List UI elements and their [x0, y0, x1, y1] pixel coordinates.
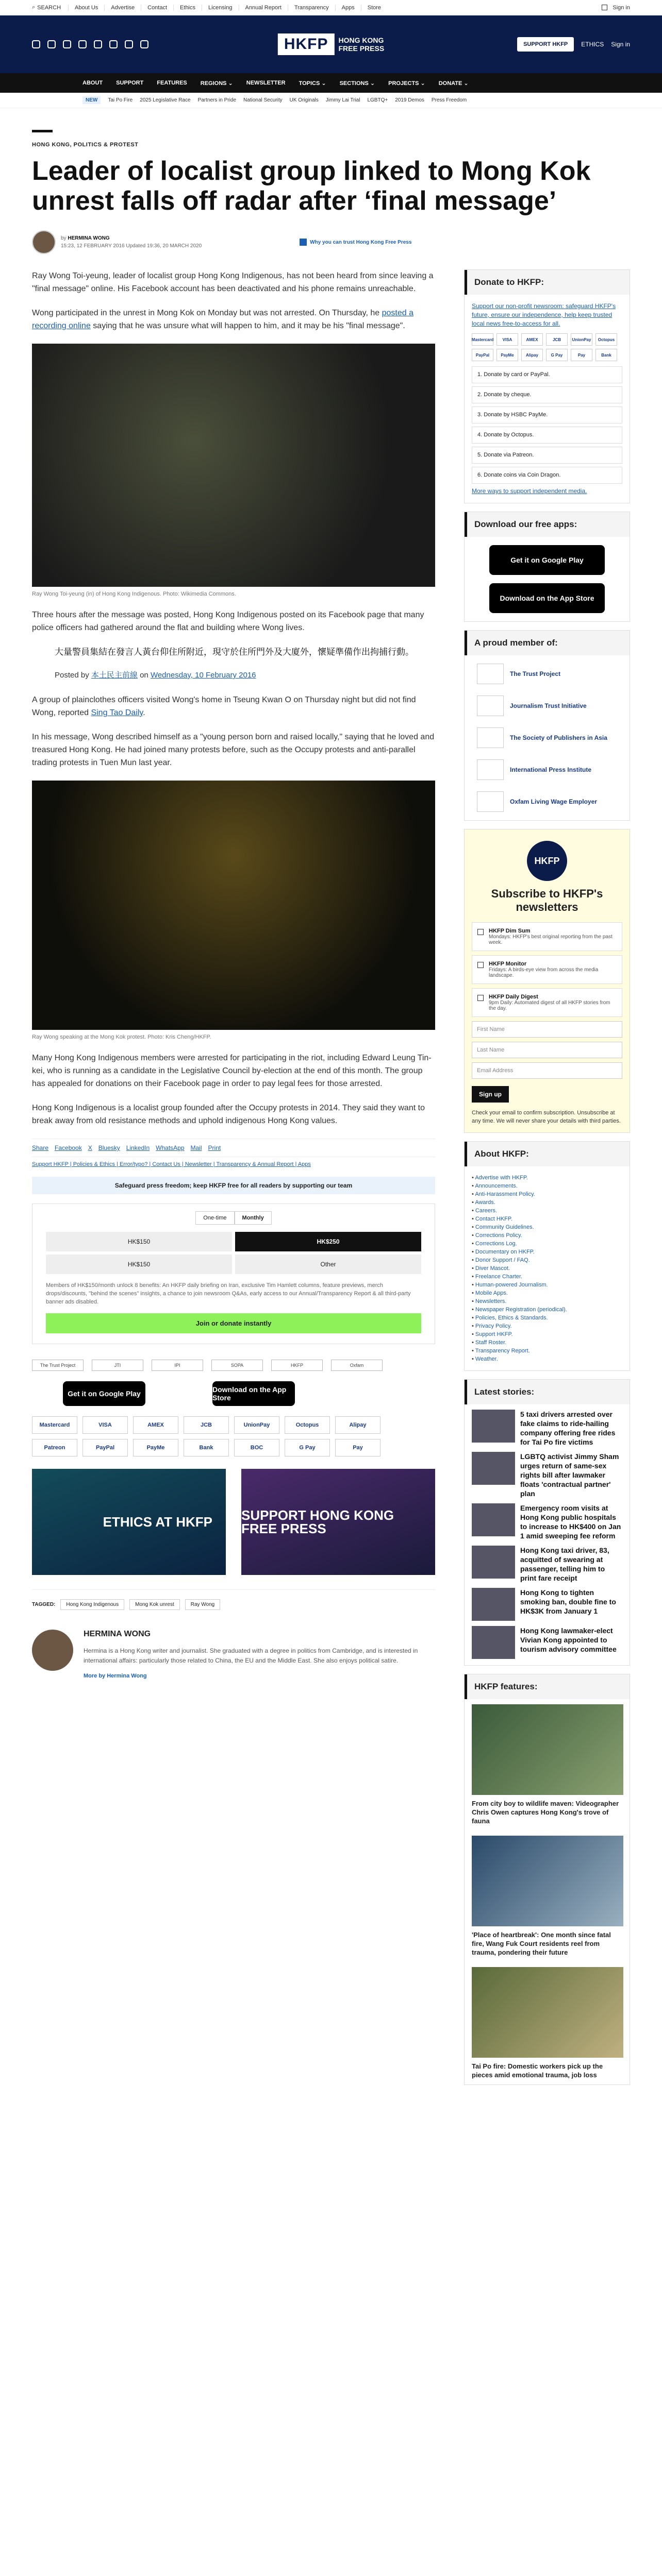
posted-by-link[interactable]: 本土民主前線: [91, 671, 138, 680]
newsletter-option-text: [489, 994, 617, 1011]
signup-button[interactable]: Sign up: [472, 1086, 509, 1103]
features-panel: [464, 1674, 630, 2085]
utility-link[interactable]: Contact: [141, 5, 173, 11]
search-label: SEARCH: [37, 4, 61, 11]
members-panel-title: A proud member of:: [465, 631, 630, 655]
latest-story[interactable]: [465, 1540, 630, 1583]
about-link[interactable]: • Documentary on HKFP.: [472, 1248, 622, 1256]
latest-story[interactable]: [465, 1583, 630, 1621]
tag-link[interactable]: Ray Wong: [185, 1599, 221, 1610]
payment-logo[interactable]: G Pay: [285, 1439, 330, 1456]
utility-link[interactable]: Licensing: [202, 5, 238, 11]
social-icons: [32, 40, 148, 48]
support-hkfp-button[interactable]: SUPPORT HKFP: [517, 37, 574, 52]
topic-link[interactable]: Jimmy Lai Trial: [325, 97, 360, 103]
posted-date-link[interactable]: Wednesday, 10 February 2016: [150, 671, 256, 680]
rss-icon[interactable]: [140, 40, 148, 48]
story-thumbnail: [472, 1452, 515, 1485]
story-thumbnail: [472, 1588, 515, 1621]
theme-toggle-icon[interactable]: [602, 5, 607, 10]
recording-link[interactable]: posted a recording online: [32, 309, 413, 330]
partner-logo[interactable]: The Trust Project: [32, 1360, 84, 1371]
payment-logo[interactable]: Pay: [335, 1439, 380, 1456]
author-box: [32, 1630, 435, 1679]
posted-on-label: on: [137, 671, 151, 680]
article-body: [32, 269, 435, 2093]
bluesky-icon[interactable]: [94, 40, 102, 48]
google-play-badge[interactable]: Get it on Google Play: [489, 545, 605, 575]
card-logos: [472, 333, 622, 361]
checkbox[interactable]: [477, 995, 484, 1001]
story-title: Hong Kong lawmaker-elect Vivian Kong appointed to tourism advisory committee: [520, 1626, 617, 1653]
amount-option[interactable]: HK$150: [46, 1232, 232, 1251]
about-link[interactable]: • Careers.: [472, 1207, 622, 1215]
support-links-text[interactable]: Support HKFP | Policies & Ethics | Error/typo? | Contact Us | Newsletter | Transparency & Annual Report | Apps: [32, 1161, 311, 1167]
google-play-badge[interactable]: Get it on Google Play: [63, 1381, 145, 1406]
share-print[interactable]: Print: [208, 1144, 221, 1151]
donate-panel: [464, 269, 630, 503]
join-donate-button[interactable]: Join or donate instantly: [46, 1313, 421, 1333]
content-columns: [32, 269, 630, 2093]
newsletter-option-text: [489, 961, 617, 978]
card-logo: Mastercard: [472, 333, 493, 346]
about-link[interactable]: • Anti-Harassment Policy.: [472, 1190, 622, 1198]
app-store-badge[interactable]: Download on the App Store: [212, 1381, 295, 1406]
latest-story[interactable]: [465, 1621, 630, 1665]
latest-panel-title: Latest stories:: [465, 1380, 630, 1404]
signin-link[interactable]: Sign in: [611, 41, 630, 48]
membership-benefits: Members of HK$150/month unlock 8 benefits: An HKFP daily briefing on Iran, exclusive Tim Hamlett columns, feature previews, merch drops/discounts, "behind the scenes" insights, a chance to join newsroom Q&As, early access to our Annual/Transparency Report & all third-party banner ads disabled.: [46, 1282, 411, 1305]
newsletter-option-text: [489, 928, 617, 945]
donation-method[interactable]: 3. Donate by HSBC PayMe.: [472, 406, 622, 423]
card-logo: PayMe: [496, 349, 518, 361]
more-ways-link[interactable]: More ways to support independent media.: [472, 487, 587, 495]
donate-widget: [32, 1204, 435, 1344]
newsletter-desc: Mondays: HKFP's best original reporting from the past week.: [489, 934, 613, 945]
tags-label: TAGGED:: [32, 1602, 56, 1607]
byline-meta: [61, 234, 202, 250]
photo-caption: Ray Wong Toi-yeung (in) of Hong Kong Indigenous. Photo: Wikimedia Commons.: [32, 591, 236, 597]
tag-link[interactable]: Hong Kong Indigenous: [60, 1599, 124, 1610]
nav-item-donate[interactable]: DONATE ⌄: [438, 80, 469, 87]
youtube-icon[interactable]: [125, 40, 133, 48]
utility-link[interactable]: Advertise: [104, 5, 141, 11]
partner-logo[interactable]: HKFP: [271, 1360, 323, 1371]
payment-logo[interactable]: UnionPay: [234, 1416, 279, 1434]
share-linkedin[interactable]: LinkedIn: [126, 1144, 150, 1151]
instagram-icon[interactable]: [63, 40, 71, 48]
support-links: [32, 1161, 435, 1167]
article-photo: [32, 781, 435, 1030]
feature-image: [472, 1836, 623, 1926]
member-org[interactable]: [477, 696, 617, 716]
member-org-name: International Press Institute: [510, 766, 592, 773]
author-info: [84, 1630, 435, 1679]
share-x[interactable]: X: [88, 1144, 92, 1151]
sopa-logo: [477, 727, 504, 748]
article-photo: [32, 344, 435, 587]
nav-item-newsletter[interactable]: NEWSLETTER: [246, 80, 286, 86]
member-org[interactable]: [477, 759, 617, 780]
card-logo: G Pay: [546, 349, 568, 361]
partner-logo[interactable]: Oxfam: [331, 1360, 383, 1371]
paragraph-text: .: [143, 708, 145, 717]
support-banner[interactable]: SUPPORT HONG KONG FREE PRESS: [241, 1469, 435, 1575]
features-panel-title: HKFP features:: [465, 1674, 630, 1699]
about-link[interactable]: • Policies, Ethics & Standards.: [472, 1314, 622, 1322]
topic-link[interactable]: Partners in Pride: [197, 97, 237, 103]
article-title: Leader of localist group linked to Mong Kok unrest falls off radar after ‘final message’: [32, 156, 591, 216]
donation-method[interactable]: 2. Donate by cheque.: [472, 386, 622, 403]
brand-actions: [517, 37, 630, 52]
newsletter-name: HKFP Dim Sum: [489, 928, 531, 934]
search-button[interactable]: [32, 4, 61, 11]
utility-link[interactable]: Ethics: [173, 5, 202, 11]
tag-link[interactable]: Mong Kok unrest: [129, 1599, 180, 1610]
paragraph: Many Hong Kong Indigenous members were arrested for participating in the riot, including Edward Leung Tin-kei, who is running as a candidate in the Legislative Council by-election at the end of this month. The group has appealed for donations on their Facebook page in order to pay legal fees for those arrested.: [32, 1054, 432, 1088]
about-link[interactable]: • Newspaper Registration (periodical).: [472, 1306, 622, 1314]
nav-item-projects[interactable]: PROJECTS ⌄: [388, 80, 425, 87]
donation-method[interactable]: 4. Donate by Octopus.: [472, 427, 622, 444]
feature-story[interactable]: [465, 1962, 630, 2084]
story-title: 5 taxi drivers arrested over fake claims to ride-hailing company offering free rides for Tai Po fire victims: [520, 1410, 616, 1446]
about-link[interactable]: • Transparency Report.: [472, 1347, 622, 1355]
newsletter-note: Check your email to confirm subscription. Unsubscribe at any time. We will never share your details with third parties.: [472, 1110, 621, 1124]
card-logo: JCB: [546, 333, 568, 346]
nav-item-sections[interactable]: SECTIONS ⌄: [339, 80, 375, 87]
first-name-field[interactable]: First Name: [472, 1021, 622, 1038]
utility-link[interactable]: About Us: [68, 5, 104, 11]
latest-story[interactable]: [465, 1447, 630, 1498]
nav-item-support[interactable]: SUPPORT: [116, 80, 144, 86]
donation-amounts: [46, 1232, 421, 1274]
topic-link[interactable]: Press Freedom: [431, 97, 467, 103]
utility-link[interactable]: Annual Report: [239, 5, 288, 11]
share-bluesky[interactable]: Bluesky: [98, 1144, 120, 1151]
share-mail[interactable]: Mail: [190, 1144, 202, 1151]
donation-methods: [472, 366, 622, 484]
apps-panel: [464, 512, 630, 622]
about-link[interactable]: • Privacy Policy.: [472, 1322, 622, 1330]
utility-link[interactable]: Transparency: [288, 5, 335, 11]
payment-logo[interactable]: PayPal: [82, 1439, 128, 1456]
nav-item-about[interactable]: ABOUT: [82, 80, 103, 86]
paragraph: In his message, Wong described himself as a "young person born and raised locally," saying that he loved and treasured Hong Kong. He had joined many protests before, such as the Occupy protests and anti-parallel trading protests in Tuen Mun last year.: [32, 733, 435, 767]
newsletter-desc: Fridays: A birds-eye view from across the media landscape.: [489, 967, 599, 978]
member-list: [465, 655, 630, 820]
latest-story[interactable]: [465, 1498, 630, 1540]
singtao-link[interactable]: Sing Tao Daily: [91, 708, 143, 717]
about-link[interactable]: • Staff Roster.: [472, 1338, 622, 1347]
story-thumbnail: [472, 1546, 515, 1579]
story-title: Emergency room visits at Hong Kong public hospitals to increase to HK$400 on Jan 1 amid sweeping fee reform: [520, 1504, 621, 1540]
newsletter-name: HKFP Daily Digest: [489, 994, 538, 1000]
partner-logo[interactable]: SOPA: [211, 1360, 263, 1371]
ethics-link[interactable]: ETHICS: [581, 41, 604, 48]
topic-link[interactable]: National Security: [243, 97, 283, 103]
about-link[interactable]: • Newsletters.: [472, 1297, 622, 1306]
about-link[interactable]: • Human-powered Journalism.: [472, 1281, 622, 1289]
threads-icon[interactable]: [78, 40, 87, 48]
article-dates: 15:23, 12 FEBRUARY 2016 Updated 19:36, 20 MARCH 2020: [61, 243, 202, 249]
author-photo[interactable]: [32, 1630, 73, 1671]
logo-line-1: HONG KONG: [338, 36, 384, 44]
main-nav: [0, 73, 662, 93]
app-store-badge[interactable]: Download on the App Store: [489, 583, 605, 613]
email-field[interactable]: Email Address: [472, 1062, 622, 1079]
logo-mark: HKFP: [278, 33, 335, 55]
paragraph: Ray Wong Toi-yeung, leader of localist group Hong Kong Indigenous, has not been heard from since leaving a "final message" online. His Facebook account has been deactivated and his phone remains unreachable.: [32, 272, 434, 293]
paragraph: Hong Kong Indigenous is a localist group founded after the Occupy protests in 2014. They said they want to break away from old resistance methods and uphold indigenous Hong Kong values.: [32, 1104, 425, 1125]
sidebar: [464, 269, 630, 2093]
topic-link[interactable]: 2019 Demos: [395, 97, 424, 103]
card-logo: PayPal: [472, 349, 493, 361]
x-icon[interactable]: [47, 40, 56, 48]
search-icon: ⌕: [32, 4, 36, 10]
utility-links: [68, 5, 387, 11]
topic-link[interactable]: 2025 Legislative Race: [140, 97, 191, 103]
paragraph-text: saying that he was unsure what will happen to him, and it may be his "final message".: [90, 321, 405, 330]
latest-panel: [464, 1379, 630, 1666]
payment-logo[interactable]: Bank: [184, 1439, 229, 1456]
member-org[interactable]: [477, 727, 617, 748]
donation-method[interactable]: 1. Donate by card or PayPal.: [472, 366, 622, 383]
ethics-banner[interactable]: ETHICS AT HKFP: [32, 1469, 226, 1575]
paragraph: [32, 307, 435, 332]
newsletter-name: HKFP Monitor: [489, 961, 527, 967]
feature-title: 'Place of heartbreak': One month since fatal fire, Wang Fuk Court residents reel from trauma, pondering their future: [472, 1931, 611, 1956]
share-whatsapp[interactable]: WhatsApp: [156, 1144, 185, 1151]
embedded-post-meta: [55, 669, 435, 680]
member-org[interactable]: [477, 791, 617, 812]
about-link[interactable]: • Weather.: [472, 1355, 622, 1363]
share-facebook[interactable]: Facebook: [55, 1144, 82, 1151]
by-label: by: [61, 235, 67, 241]
trust-link-label: Why you can trust Hong Kong Free Press: [310, 239, 412, 245]
member-org-name: Oxfam Living Wage Employer: [510, 798, 597, 805]
linkedin-icon[interactable]: [109, 40, 118, 48]
payment-logo[interactable]: VISA: [82, 1416, 128, 1434]
newsletter-option[interactable]: [472, 955, 622, 984]
card-logo: Pay: [571, 349, 592, 361]
ipi-logo: [477, 759, 504, 780]
partner-logo[interactable]: IPI: [152, 1360, 203, 1371]
paragraph-text: Wong participated in the unrest in Mong Kok on Monday but was not arrested. On Thursday, he: [32, 309, 382, 317]
apps-panel-title: Download our free apps:: [465, 512, 630, 537]
amount-option-selected[interactable]: HK$250: [235, 1232, 421, 1251]
apps-panel-badges: [465, 537, 630, 621]
utility-right: [602, 5, 630, 11]
feature-image: [472, 1704, 623, 1795]
about-panel-title: About HKFP:: [465, 1142, 630, 1166]
payment-logo[interactable]: JCB: [184, 1416, 229, 1434]
posted-by-label: Posted by: [55, 671, 91, 680]
story-title: LGBTQ activist Jimmy Sham urges return of same-sex rights bill after lawmaker floats 'contractual partner' plan: [520, 1452, 619, 1498]
card-logo: Bank: [595, 349, 617, 361]
site-logo[interactable]: [278, 33, 384, 55]
trust-project-logo: [477, 664, 504, 684]
paragraph: [32, 693, 435, 719]
feature-story[interactable]: [465, 1699, 630, 1831]
newsletter-desc: 9pm Daily: Automated digest of all HKFP stories from the day.: [489, 1000, 610, 1011]
member-org-name: The Trust Project: [510, 670, 561, 677]
about-link[interactable]: • Donor Support / FAQ.: [472, 1256, 622, 1264]
newsletter-option[interactable]: [472, 988, 622, 1017]
trust-link[interactable]: [300, 239, 411, 246]
newsletter-title: Subscribe to HKFP's newsletters: [491, 887, 603, 913]
donation-method[interactable]: 6. Donate coins via Coin Dragon.: [472, 467, 622, 484]
partner-logo[interactable]: JTI: [92, 1360, 143, 1371]
article-tags: [32, 1589, 435, 1610]
topic-link[interactable]: LGBTQ+: [367, 97, 388, 103]
author-avatar[interactable]: [32, 230, 56, 254]
about-link[interactable]: • Freelance Charter.: [472, 1273, 622, 1281]
nav-item-features[interactable]: FEATURES: [157, 80, 187, 86]
card-logo: Alipay: [521, 349, 543, 361]
members-panel: [464, 630, 630, 821]
story-thumbnail: [472, 1410, 515, 1443]
monthly-option[interactable]: Monthly: [235, 1211, 272, 1225]
one-time-option[interactable]: One-time: [195, 1211, 234, 1225]
section-rule: [32, 130, 53, 132]
author-name[interactable]: HERMINA WONG: [68, 235, 110, 241]
utility-link[interactable]: Store: [361, 5, 387, 11]
more-by-author-link[interactable]: More by Hermina Wong: [84, 1673, 147, 1679]
payment-logo[interactable]: Octopus: [285, 1416, 330, 1434]
card-logo: Octopus: [595, 333, 617, 346]
donate-intro-link[interactable]: Support our non-profit newsroom: safeguard HKFP's future, ensure our independence, help keep trusted local news free-to-access for all.: [472, 302, 616, 327]
new-badge: NEW: [82, 96, 101, 104]
feature-story[interactable]: [465, 1831, 630, 1962]
payment-logo[interactable]: BOC: [234, 1439, 279, 1456]
topic-link[interactable]: Tai Po Fire: [108, 97, 133, 103]
page-wrap: [0, 130, 662, 2093]
partner-logos: [32, 1360, 435, 1371]
about-panel: [464, 1141, 630, 1371]
embedded-post-text: 大量警員集結在發言人黃台仰住所附近，現守於住所門外及大廈外，懷疑準備作出拘捕行動。: [55, 647, 414, 657]
about-link[interactable]: • Support HKFP.: [472, 1330, 622, 1338]
about-link[interactable]: • Community Guidelines.: [472, 1223, 622, 1231]
about-link[interactable]: • Advertise with HKFP.: [472, 1174, 622, 1182]
card-logo: VISA: [496, 333, 518, 346]
payment-logo[interactable]: Alipay: [335, 1416, 380, 1434]
topic-link[interactable]: UK Originals: [289, 97, 319, 103]
feature-title: Tai Po fire: Domestic workers pick up the pieces amid emotional trauma, job loss: [472, 2062, 603, 2079]
payment-logo[interactable]: Mastercard: [32, 1416, 77, 1434]
story-title: Hong Kong taxi driver, 83, acquitted of swearing at passenger, telling him to print fare receipt: [520, 1546, 609, 1582]
promo-banners: [32, 1469, 435, 1575]
utility-bar: [0, 0, 662, 15]
payment-logo[interactable]: PayMe: [133, 1439, 178, 1456]
about-link[interactable]: • Mobile Apps.: [472, 1289, 622, 1297]
member-org-name: Journalism Trust Initiative: [510, 702, 587, 709]
story-thumbnail: [472, 1503, 515, 1536]
about-link[interactable]: • Awards.: [472, 1198, 622, 1207]
trust-icon: [300, 239, 307, 246]
share-bar: [32, 1139, 435, 1157]
paragraph-text: A group of plainclothes officers visited Wong's home in Tseung Kwan O on Thursday night but did not find Wong, reported: [32, 696, 416, 717]
share-label[interactable]: Share: [32, 1144, 49, 1151]
donation-method[interactable]: 5. Donate via Patreon.: [472, 447, 622, 464]
byline: [32, 230, 630, 254]
last-name-field[interactable]: Last Name: [472, 1042, 622, 1058]
author-box-name[interactable]: HERMINA WONG: [84, 1630, 151, 1638]
story-thumbnail: [472, 1626, 515, 1659]
member-org[interactable]: [477, 664, 617, 684]
about-link[interactable]: • Announcements.: [472, 1182, 622, 1190]
about-link[interactable]: • Corrections Log.: [472, 1240, 622, 1248]
about-link[interactable]: • Diver Mascot.: [472, 1264, 622, 1273]
paragraph: Three hours after the message was posted, Hong Kong Indigenous posted on its Facebook page that many police officers had gathered around the flat and building where Wong lives.: [32, 611, 424, 632]
about-link[interactable]: • Contact HKFP.: [472, 1215, 622, 1223]
logo-text: [338, 36, 384, 53]
newsletter-logo: HKFP: [527, 841, 567, 881]
brand-bar: [0, 15, 662, 73]
author-bio: Hermina is a Hong Kong writer and journalist. She graduated with a degree in politics from Cambridge, and is interested in international affairs: particularly those related to China, the EU and the Middle East. She also enjoys political satire.: [84, 1647, 418, 1664]
card-logo: UnionPay: [571, 333, 592, 346]
facebook-icon[interactable]: [32, 40, 40, 48]
safeguard-banner: Safeguard press freedom; keep HKFP free for all readers by supporting our team: [32, 1177, 435, 1194]
amount-other[interactable]: Other: [235, 1255, 421, 1274]
card-logo: AMEX: [521, 333, 543, 346]
utility-signin[interactable]: Sign in: [613, 4, 630, 11]
checkbox[interactable]: [477, 929, 484, 935]
donate-panel-title: Donate to HKFP:: [465, 270, 630, 295]
jti-logo: [477, 696, 504, 716]
amount-option[interactable]: HK$150: [46, 1255, 232, 1274]
utility-link[interactable]: Apps: [335, 5, 361, 11]
payment-methods: [32, 1416, 435, 1456]
member-org-name: The Society of Publishers in Asia: [510, 734, 607, 741]
about-links: [465, 1166, 630, 1370]
newsletter-option[interactable]: [472, 922, 622, 951]
latest-story[interactable]: [465, 1404, 630, 1447]
nav-item-regions[interactable]: REGIONS ⌄: [200, 80, 233, 87]
logo-line-2: FREE PRESS: [338, 44, 385, 53]
donation-frequency: [46, 1211, 421, 1225]
newsletter-panel: [464, 829, 630, 1133]
checkbox[interactable]: [477, 962, 484, 968]
oxfam-logo: [477, 791, 504, 812]
feature-image: [472, 1967, 623, 2058]
topic-bar: [0, 93, 662, 108]
article-category[interactable]: HONG KONG, POLITICS & PROTEST: [32, 142, 139, 148]
photo-caption: Ray Wong speaking at the Mong Kok protest. Photo: Kris Cheng/HKFP.: [32, 1034, 211, 1040]
nav-item-topics[interactable]: TOPICS ⌄: [299, 80, 326, 87]
feature-title: From city boy to wildlife maven: Videographer Chris Owen captures Hong Kong's trove of fauna: [472, 1800, 619, 1825]
story-title: Hong Kong to tighten smoking ban, double fine to HK$3K from January 1: [520, 1588, 616, 1615]
donate-panel-body: [465, 295, 630, 503]
about-link[interactable]: • Corrections Policy.: [472, 1231, 622, 1240]
payment-logo[interactable]: AMEX: [133, 1416, 178, 1434]
app-store-badges: [63, 1381, 435, 1406]
payment-logo[interactable]: Patreon: [32, 1439, 77, 1456]
